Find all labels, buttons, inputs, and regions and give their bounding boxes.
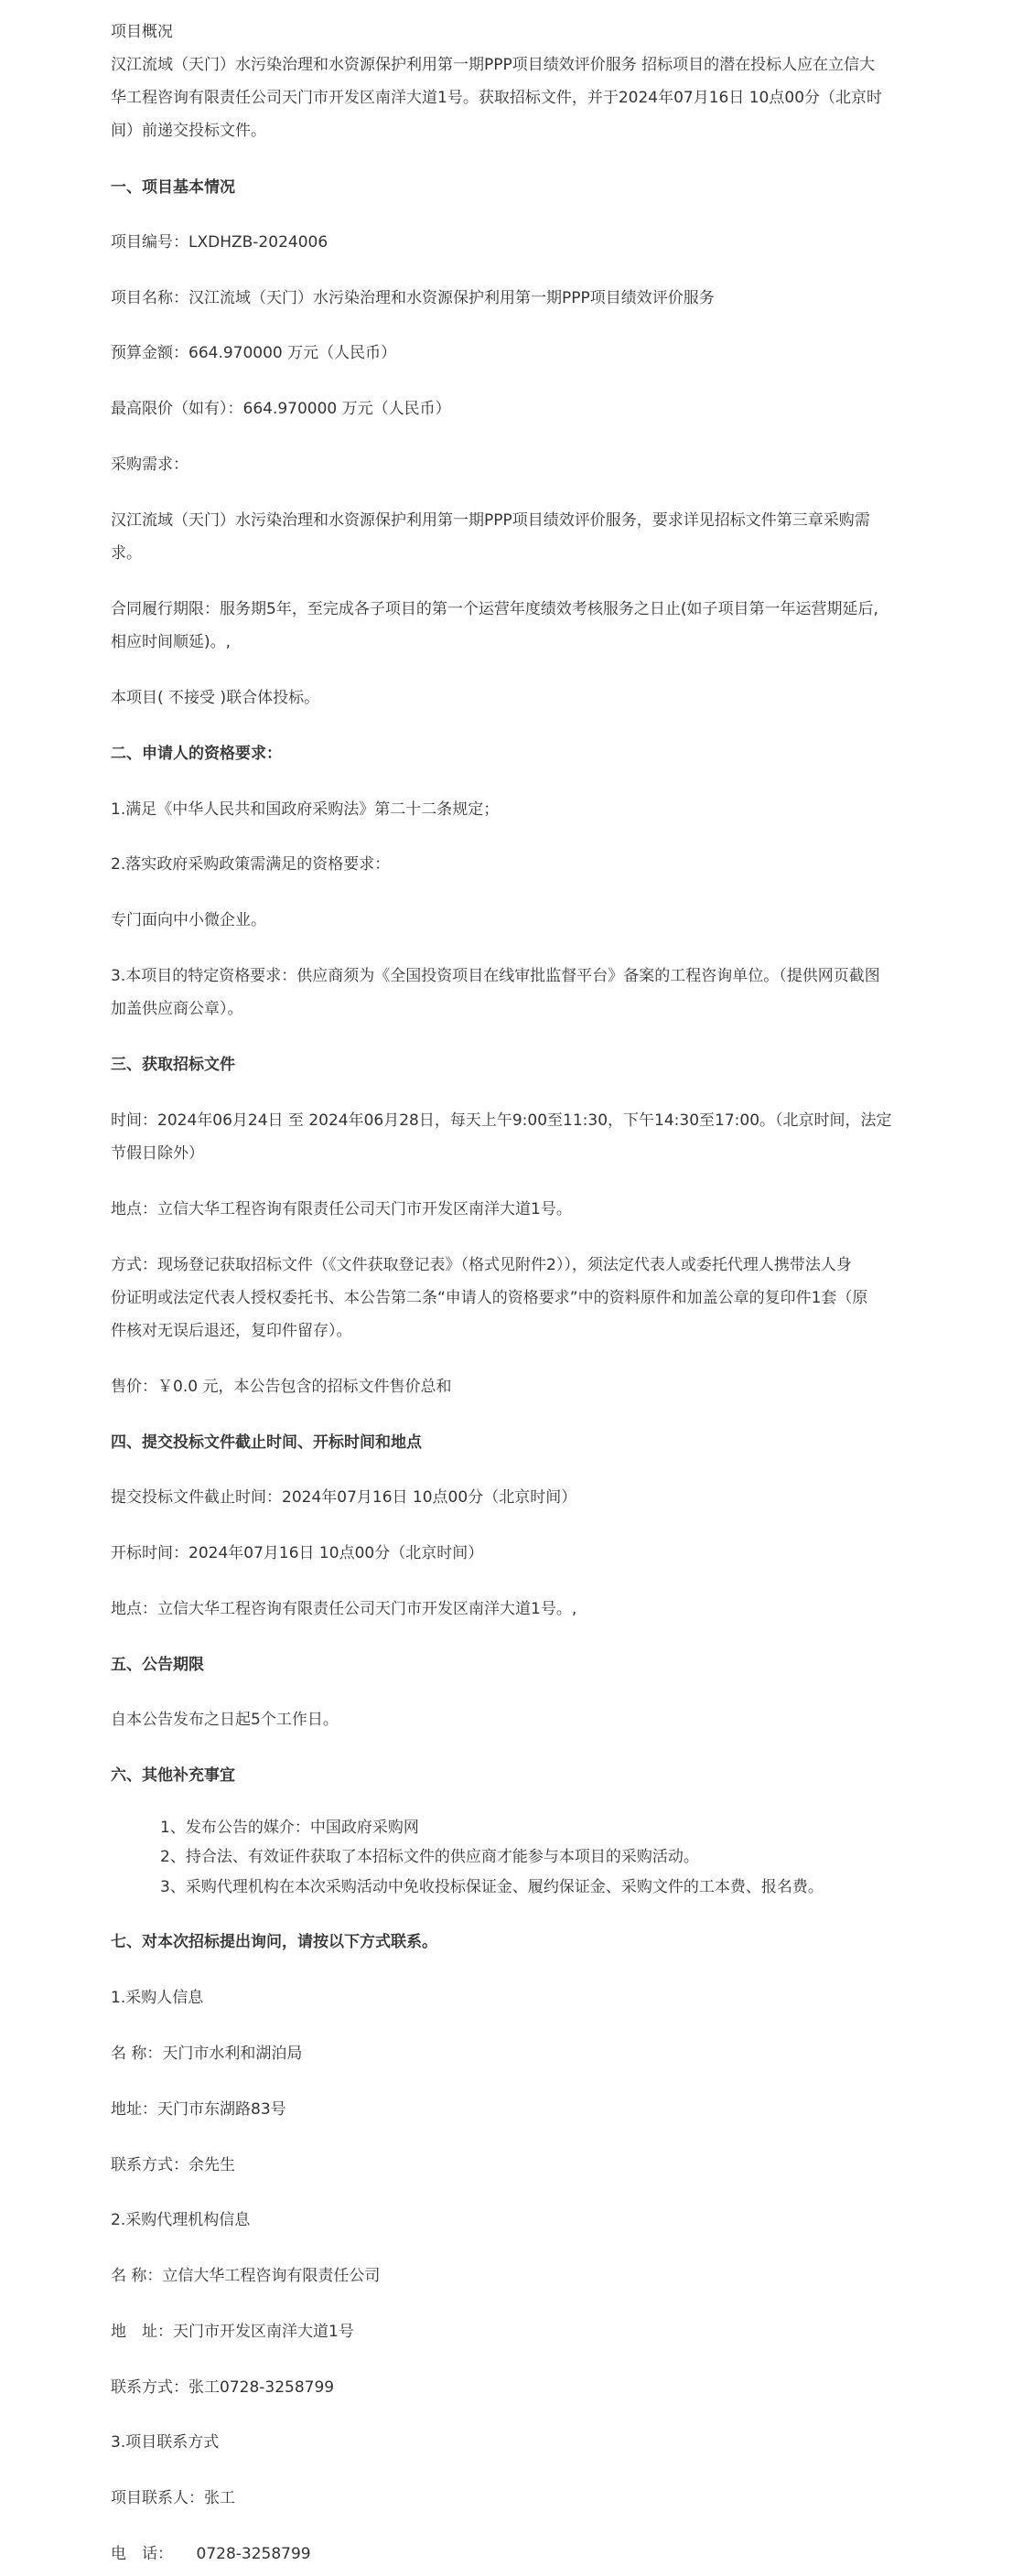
overview-line-3: 间）前递交投标文件。 <box>111 122 266 140</box>
qualification-1: 1.满足《中华人民共和国政府采购法》第二十二条规定； <box>111 800 500 819</box>
section-4-title: 四、提交投标文件截止时间、开标时间和地点 <box>111 1433 422 1452</box>
opening-place: 地点：立信大华工程咨询有限责任公司天门市开发区南洋大道1号。, <box>111 1600 577 1618</box>
document-price: 售价：￥0.0 元，本公告包含的招标文件售价总和 <box>111 1378 452 1396</box>
buyer-name: 名 称：天门市水利和湖泊局 <box>111 2045 303 2063</box>
notice-period: 自本公告发布之日起5个工作日。 <box>111 1711 339 1729</box>
obtain-time-line-1: 时间：2024年06月24日 至 2024年06月28日，每天上午9:00至11:30，下午14:30至17:00。（北京时间，法定 <box>111 1111 892 1130</box>
supplement-item-1: 1、发布公告的媒介：中国政府采购网 <box>160 1819 419 1837</box>
obtain-method-line-3: 件核对无误后退还，复印件留存）。 <box>111 1322 352 1340</box>
buyer-contact: 联系方式：余先生 <box>111 2156 235 2174</box>
agency-address: 地 址：天门市开发区南洋大道1号 <box>111 2323 354 2341</box>
demand-label: 采购需求： <box>111 456 188 474</box>
project-contact-phone: 电 话： 0728-3258799 <box>111 2545 311 2563</box>
consortium-note: 本项目( 不接受 )联合体投标。 <box>111 689 320 707</box>
agency-heading: 2.采购代理机构信息 <box>111 2211 251 2229</box>
agency-name: 名 称：立信大华工程咨询有限责任公司 <box>111 2267 381 2285</box>
obtain-place: 地点：立信大华工程咨询有限责任公司天门市开发区南洋大道1号。 <box>111 1200 572 1218</box>
section-3-title: 三、获取招标文件 <box>111 1056 235 1074</box>
qualification-3-line-1: 3.本项目的特定资格要求：供应商须为《全国投资项目在线审批监督平台》备案的工程咨询单位。（提供网页截图 <box>111 967 880 985</box>
budget-amount: 预算金额：664.970000 万元（人民币） <box>111 344 397 362</box>
project-name: 项目名称：汉江流域（天门）水污染治理和水资源保护利用第一期PPP项目绩效评价服务 <box>111 289 715 307</box>
buyer-heading: 1.采购人信息 <box>111 1989 204 2007</box>
project-contact-person: 项目联系人：张工 <box>111 2489 235 2507</box>
obtain-method-line-1: 方式：现场登记获取招标文件（《文件获取登记表》（格式见附件2）），须法定代表人或委托代理人携带法人身 <box>111 1256 852 1274</box>
project-number: 项目编号：LXDHZB-2024006 <box>111 233 328 252</box>
demand-line-2: 求。 <box>111 544 142 563</box>
buyer-address: 地址：天门市东湖路83号 <box>111 2100 286 2119</box>
section-2-title: 二、申请人的资格要求： <box>111 745 282 763</box>
obtain-method-line-2: 份证明或法定代表人授权委托书、本公告第二条“申请人的资格要求”中的资料原件和加盖公章的复印件1套（原 <box>111 1289 868 1307</box>
opening-time: 开标时间：2024年07月16日 10点00分（北京时间） <box>111 1544 484 1562</box>
overview-line-1: 汉江流域（天门）水污染治理和水资源保护利用第一期PPP项目绩效评价服务 招标项目的潜在投标人应在立信大 <box>111 56 876 74</box>
qualification-2-detail: 专门面向中小微企业。 <box>111 911 266 929</box>
submission-deadline: 提交投标文件截止时间：2024年07月16日 10点00分（北京时间） <box>111 1488 577 1507</box>
obtain-time-line-2: 节假日除外） <box>111 1144 204 1163</box>
project-contact-heading: 3.项目联系方式 <box>111 2433 220 2452</box>
qualification-2: 2.落实政府采购政策需满足的资格要求： <box>111 855 391 874</box>
section-5-title: 五、公告期限 <box>111 1656 204 1674</box>
demand-line-1: 汉江流域（天门）水污染治理和水资源保护利用第一期PPP项目绩效评价服务，要求详见招标文件第三章采购需 <box>111 511 870 530</box>
qualification-3-line-2: 加盖供应商公章）。 <box>111 1000 243 1018</box>
overview-line-2: 华工程咨询有限责任公司天门市开发区南洋大道1号。获取招标文件，并于2024年07月16日 10点00分（北京时 <box>111 89 883 107</box>
section-7-title: 七、对本次招标提出询问，请按以下方式联系。 <box>111 1933 437 1951</box>
section-6-title: 六、其他补充事宜 <box>111 1766 235 1785</box>
supplement-item-3: 3、采购代理机构在本次采购活动中免收投标保证金、履约保证金、采购文件的工本费、报名费。 <box>160 1878 824 1896</box>
contract-line-2: 相应时间顺延)。, <box>111 633 232 651</box>
overview-heading: 项目概况 <box>111 23 173 41</box>
contract-line-1: 合同履行期限：服务期5年，至完成各子项目的第一个运营年度绩效考核服务之日止(如子项目第一年运营期延后, <box>111 600 878 618</box>
agency-contact: 联系方式：张工0728-3258799 <box>111 2378 335 2397</box>
section-1-title: 一、项目基本情况 <box>111 178 235 197</box>
supplement-item-2: 2、持合法、有效证件获取了本招标文件的供应商才能参与本项目的采购活动。 <box>160 1848 699 1866</box>
max-price: 最高限价（如有）：664.970000 万元（人民币） <box>111 400 451 418</box>
